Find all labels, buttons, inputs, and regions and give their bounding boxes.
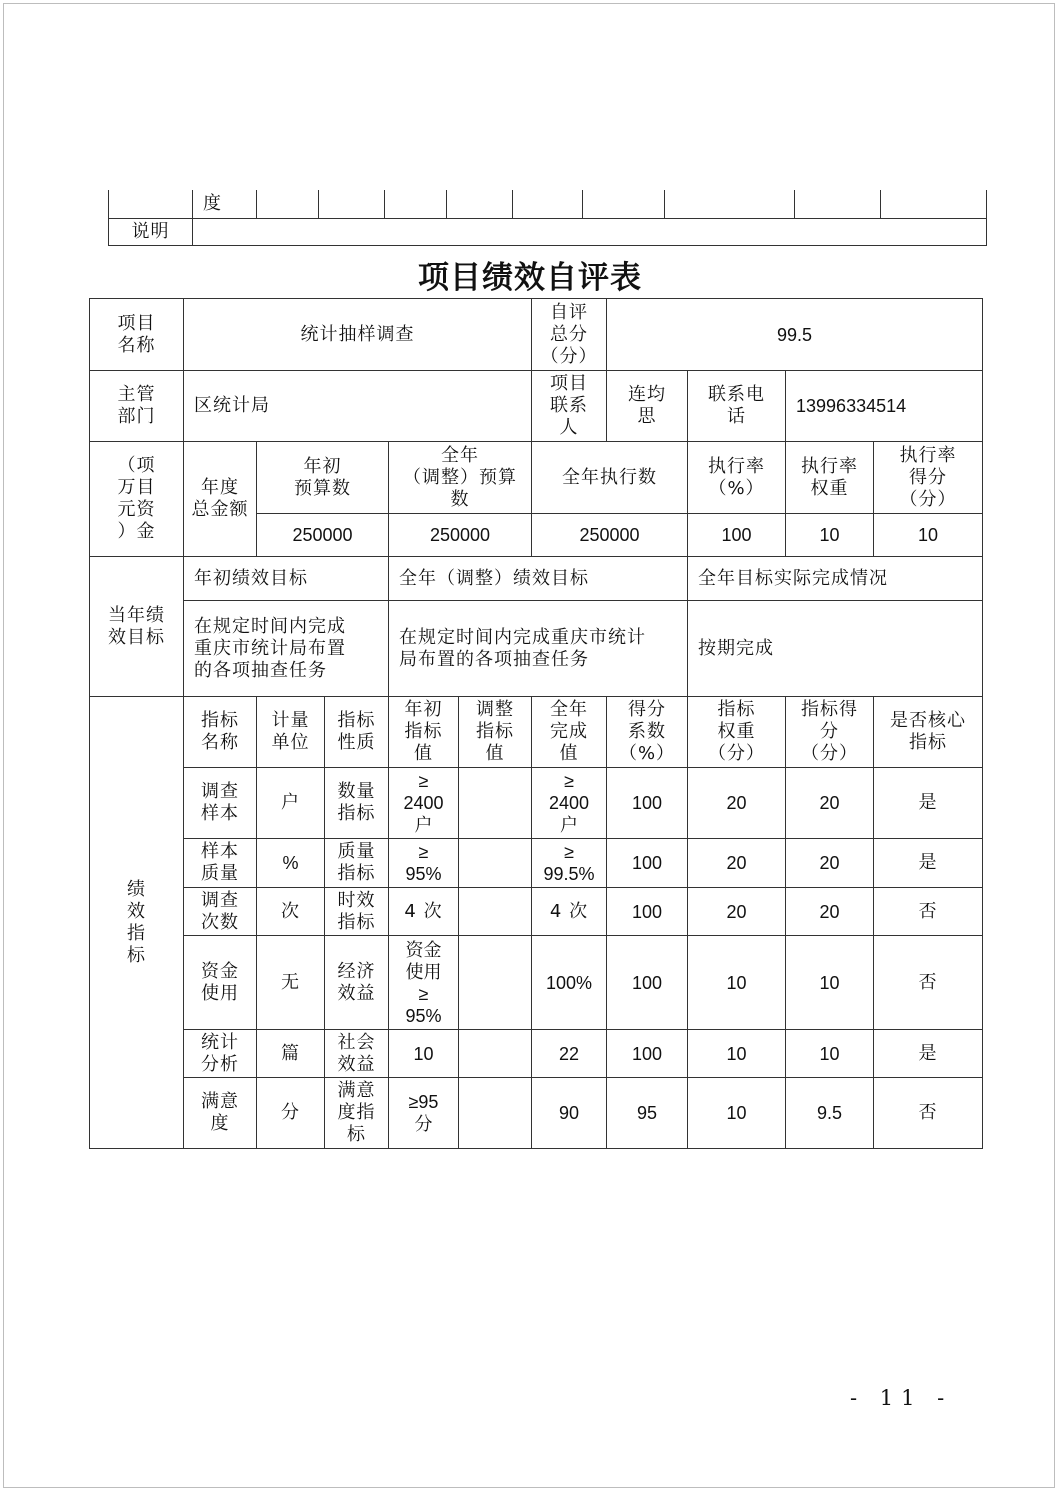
indicator-cell: 100% <box>532 936 607 1030</box>
indicator-cell: 100 <box>607 839 688 888</box>
fragment-cell <box>665 190 795 218</box>
table-row <box>90 1078 983 1149</box>
indicator-cell: 100 <box>607 1030 688 1078</box>
fragment-cell <box>257 190 319 218</box>
indicator-cell: 100 <box>607 936 688 1030</box>
indicator-cell: 20 <box>688 839 786 888</box>
funds-total-label: 年度 总金额 <box>184 442 257 557</box>
indicator-cell: 样本 质量 <box>184 839 257 888</box>
project-name-label: 项目 名称 <box>90 299 184 371</box>
indicator-cell: 90 <box>532 1078 607 1149</box>
indicator-header: 调整 指标 值 <box>459 697 532 768</box>
indicator-cell: 满意 度 <box>184 1078 257 1149</box>
goals-value-adjusted: 在规定时间内完成重庆市统计 局布置的各项抽查任务 <box>389 601 688 697</box>
indicator-cell: 10 <box>389 1030 459 1078</box>
indicator-header: 指标得 分 （分） <box>786 697 874 768</box>
indicator-cell: 4 次 <box>389 888 459 936</box>
funds-label: （项 万目 元资 ）金 <box>90 442 184 557</box>
previous-table-fragment <box>108 190 987 246</box>
indicator-cell: 次 <box>257 888 325 936</box>
indicator-header: 是否核心 指标 <box>874 697 983 768</box>
indicators-label: 绩 效 指 标 <box>90 697 184 1149</box>
indicator-cell: ≥ 95% <box>389 839 459 888</box>
indicator-cell: 20 <box>786 768 874 839</box>
indicator-cell: 分 <box>257 1078 325 1149</box>
goals-header-initial: 年初绩效目标 <box>184 557 389 601</box>
table-row <box>90 888 983 936</box>
indicator-cell <box>459 768 532 839</box>
indicator-cell: 否 <box>874 888 983 936</box>
indicator-cell: 社会 效益 <box>325 1030 389 1078</box>
page-number: - 11 - <box>850 1386 953 1410</box>
indicator-cell: 调查 样本 <box>184 768 257 839</box>
fragment-cell <box>513 190 583 218</box>
dept-label: 主管 部门 <box>90 371 184 442</box>
goals-header-actual: 全年目标实际完成情况 <box>688 557 983 601</box>
indicator-header: 指标 权重 （分） <box>688 697 786 768</box>
indicator-cell: 经济 效益 <box>325 936 389 1030</box>
indicator-cell: 篇 <box>257 1030 325 1078</box>
indicator-cell: 4 次 <box>532 888 607 936</box>
phone-label: 联系电 话 <box>688 371 786 442</box>
table-row <box>90 936 983 1030</box>
table-row <box>90 768 983 839</box>
fragment-note-value <box>193 218 987 245</box>
indicator-cell: 户 <box>257 768 325 839</box>
indicator-cell: 20 <box>688 768 786 839</box>
indicator-cell: 20 <box>786 888 874 936</box>
funds-header-executed: 全年执行数 <box>532 442 688 514</box>
indicator-cell: 22 <box>532 1030 607 1078</box>
indicator-cell: ≥ 2400 户 <box>532 768 607 839</box>
fragment-row-label: 度 <box>193 190 257 218</box>
funds-value-score: 10 <box>874 514 983 557</box>
indicator-cell <box>459 1078 532 1149</box>
indicator-cell: 资金 使用 <box>184 936 257 1030</box>
funds-value-executed: 250000 <box>532 514 688 557</box>
indicator-header: 全年 完成 值 <box>532 697 607 768</box>
indicator-cell: 20 <box>786 839 874 888</box>
indicator-cell: 95 <box>607 1078 688 1149</box>
indicator-cell: 统计 分析 <box>184 1030 257 1078</box>
funds-header-initial: 年初 预算数 <box>257 442 389 514</box>
fragment-cell <box>583 190 665 218</box>
funds-header-rate: 执行率 （%） <box>688 442 786 514</box>
indicator-cell: 是 <box>874 1030 983 1078</box>
project-name-value: 统计抽样调查 <box>184 299 532 371</box>
indicator-cell: ≥ 2400 户 <box>389 768 459 839</box>
indicator-cell: % <box>257 839 325 888</box>
indicator-cell <box>459 1030 532 1078</box>
dept-value: 区统计局 <box>184 371 532 442</box>
funds-header-weight: 执行率 权重 <box>786 442 874 514</box>
contact-label: 项目 联系 人 <box>532 371 607 442</box>
indicator-cell: 无 <box>257 936 325 1030</box>
indicator-cell: 10 <box>786 1030 874 1078</box>
indicator-cell: 9.5 <box>786 1078 874 1149</box>
indicator-cell <box>459 839 532 888</box>
indicator-cell: ≥ 99.5% <box>532 839 607 888</box>
fragment-cell <box>385 190 447 218</box>
fragment-note-label: 说明 <box>109 218 193 245</box>
fragment-cell <box>795 190 881 218</box>
indicator-cell: 是 <box>874 768 983 839</box>
funds-value-initial: 250000 <box>257 514 389 557</box>
evaluation-table <box>89 298 983 1149</box>
self-score-value: 99.5 <box>607 299 983 371</box>
funds-value-weight: 10 <box>786 514 874 557</box>
indicator-cell: 100 <box>607 888 688 936</box>
indicator-cell: 10 <box>786 936 874 1030</box>
indicator-cell: 否 <box>874 936 983 1030</box>
indicator-cell: 100 <box>607 768 688 839</box>
indicator-cell: ≥95 分 <box>389 1078 459 1149</box>
goals-value-actual: 按期完成 <box>688 601 983 697</box>
funds-value-rate: 100 <box>688 514 786 557</box>
indicator-cell: 时效 指标 <box>325 888 389 936</box>
goals-label: 当年绩 效目标 <box>90 557 184 697</box>
contact-value: 连均 思 <box>607 371 688 442</box>
indicator-cell: 10 <box>688 936 786 1030</box>
table-row <box>90 839 983 888</box>
indicator-cell: 满意 度指 标 <box>325 1078 389 1149</box>
fragment-cell <box>319 190 385 218</box>
fragment-cell <box>447 190 513 218</box>
indicator-header: 得分 系数 （%） <box>607 697 688 768</box>
indicator-cell: 调查 次数 <box>184 888 257 936</box>
indicator-cell: 10 <box>688 1078 786 1149</box>
fragment-cell <box>881 190 987 218</box>
indicator-header: 计量 单位 <box>257 697 325 768</box>
funds-header-score: 执行率 得分 （分） <box>874 442 983 514</box>
indicator-header: 指标 名称 <box>184 697 257 768</box>
funds-value-adjusted: 250000 <box>389 514 532 557</box>
indicator-cell: 否 <box>874 1078 983 1149</box>
table-row <box>90 1030 983 1078</box>
phone-value: 13996334514 <box>786 371 983 442</box>
goals-value-initial: 在规定时间内完成 重庆市统计局布置 的各项抽查任务 <box>184 601 389 697</box>
indicator-cell: 20 <box>688 888 786 936</box>
page-title: 项目绩效自评表 <box>418 260 642 296</box>
indicator-cell <box>459 888 532 936</box>
goals-header-adjusted: 全年（调整）绩效目标 <box>389 557 688 601</box>
funds-header-adjusted: 全年 （调整）预算 数 <box>389 442 532 514</box>
indicator-cell: 数量 指标 <box>325 768 389 839</box>
indicator-cell: 10 <box>688 1030 786 1078</box>
indicator-cell: 是 <box>874 839 983 888</box>
indicator-header: 指标 性质 <box>325 697 389 768</box>
indicator-cell: 质量 指标 <box>325 839 389 888</box>
self-score-label: 自评 总分 （分） <box>532 299 607 371</box>
indicator-cell <box>459 936 532 1030</box>
indicator-cell: 资金 使用 ≥ 95% <box>389 936 459 1030</box>
fragment-cell <box>109 190 193 218</box>
indicator-header: 年初 指标 值 <box>389 697 459 768</box>
